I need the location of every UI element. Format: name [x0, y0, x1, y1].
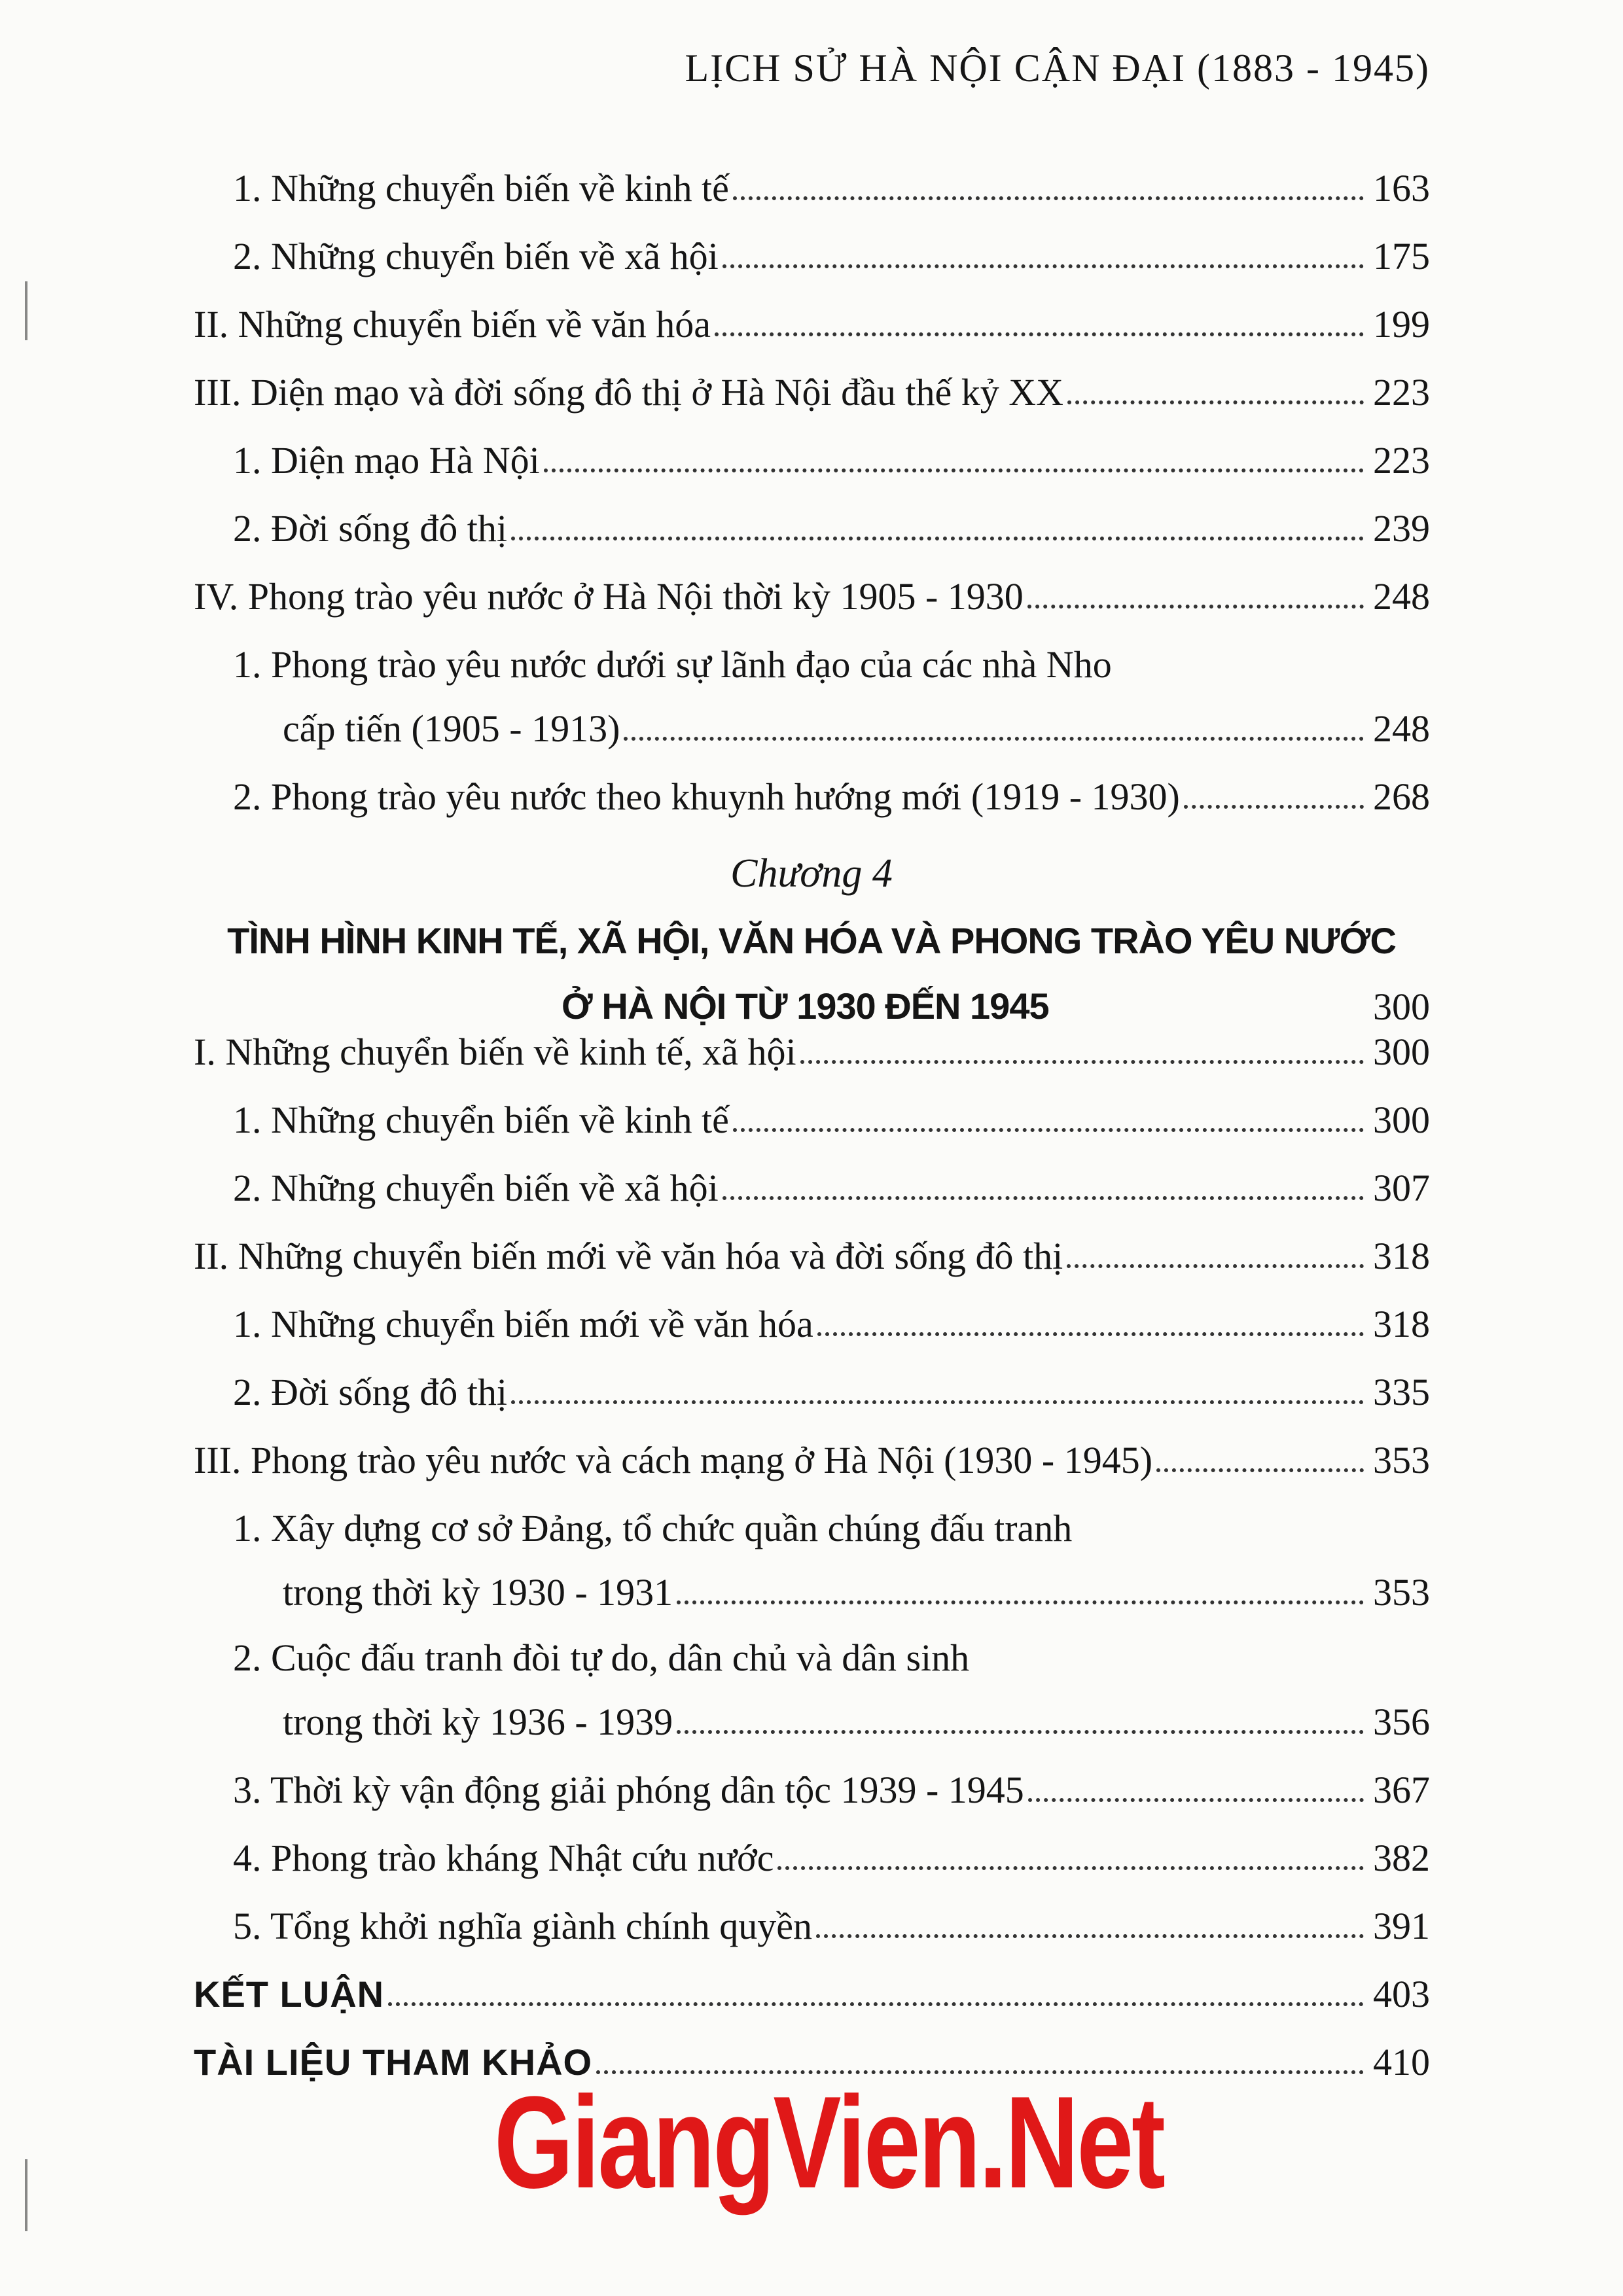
dot-leader — [677, 1730, 1364, 1734]
dot-leader — [388, 2002, 1364, 2006]
toc-entry[interactable] — [233, 212, 1430, 280]
toc-entry[interactable] — [233, 484, 1430, 552]
toc-entry-page: 248 — [1373, 707, 1430, 750]
toc-entry-title: cấp tiến (1905 - 1913) — [283, 707, 620, 750]
toc-entry[interactable] — [194, 552, 1430, 620]
toc-entry[interactable] — [194, 280, 1430, 348]
toc-entry[interactable] — [283, 1678, 1430, 1746]
toc-entry-page: 163 — [1373, 167, 1430, 209]
toc-entry-title: III. Diện mạo và đời sống đô thị ở Hà Nội đầu thế kỷ XX — [194, 371, 1064, 414]
toc-entry[interactable] — [194, 1950, 1430, 2018]
toc-entry-title: 5. Tổng khởi nghĩa giành chính quyền — [233, 1905, 812, 1947]
toc-entry-title: IV. Phong trào yêu nước ở Hà Nội thời kỳ 1905 - 1930 — [194, 575, 1024, 618]
toc-entry[interactable] — [233, 144, 1430, 212]
toc-entry-page: 391 — [1373, 1905, 1430, 1947]
chapter-title: TÌNH HÌNH KINH TẾ, XÃ HỘI, VĂN HÓA VÀ PHONG TRÀO YÊU NƯỚC — [227, 920, 1396, 961]
toc-entry[interactable] — [233, 1348, 1430, 1416]
dot-leader — [722, 1196, 1364, 1200]
toc-entry[interactable] — [233, 1746, 1430, 1814]
dot-leader — [722, 264, 1364, 268]
toc-entry-page: 353 — [1373, 1571, 1430, 1614]
toc-entry[interactable] — [194, 1416, 1430, 1484]
dot-leader — [1184, 805, 1364, 809]
chapter-label: Chương 4 — [730, 851, 893, 896]
watermark-logo: GiangVien.Net — [494, 2070, 1164, 2216]
dot-leader — [777, 1866, 1364, 1870]
toc-entry-title: 1. Xây dựng cơ sở Đảng, tổ chức quần chúng đấu tranh — [233, 1507, 1073, 1549]
toc-entry-page: 318 — [1373, 1303, 1430, 1345]
toc-entry-page: 199 — [1373, 303, 1430, 345]
running-header: LỊCH SỬ HÀ NỘI CẬN ĐẠI (1883 - 1945) — [685, 46, 1430, 90]
dot-leader — [1067, 400, 1364, 404]
toc-entry[interactable] — [233, 752, 1430, 821]
dot-leader — [511, 537, 1364, 540]
toc-entry-title: 1. Phong trào yêu nước dưới sự lãnh đạo của các nhà Nho — [233, 643, 1112, 686]
toc-entry-title: 2. Những chuyển biến về xã hội — [233, 1167, 719, 1209]
toc-entry[interactable] — [194, 1008, 1430, 1076]
dot-leader — [817, 1332, 1364, 1336]
dot-leader — [677, 1600, 1364, 1604]
toc-entry[interactable] — [233, 1882, 1430, 1950]
toc-entry-title: 1. Những chuyển biến về kinh tế — [233, 1099, 729, 1141]
toc-entry[interactable] — [233, 1076, 1430, 1144]
dot-leader — [1027, 605, 1364, 609]
toc-entry-title: TÀI LIỆU THAM KHẢO — [194, 2041, 593, 2083]
toc-entry[interactable] — [233, 620, 1430, 688]
toc-entry-page: 382 — [1373, 1837, 1430, 1879]
toc-entry[interactable] — [233, 416, 1430, 484]
dot-leader — [715, 332, 1364, 336]
toc-entry-page: 356 — [1373, 1701, 1430, 1743]
toc-entry-title: III. Phong trào yêu nước và cách mạng ở Hà Nội (1930 - 1945) — [194, 1439, 1153, 1481]
toc-entry-title: 2. Cuộc đấu tranh đòi tự do, dân chủ và dân sinh — [233, 1636, 970, 1679]
toc-entry-title: 2. Đời sống đô thị — [233, 507, 507, 550]
toc-entry[interactable] — [233, 1280, 1430, 1348]
toc-entry-page: 248 — [1373, 575, 1430, 618]
toc-entry-page: 307 — [1373, 1167, 1430, 1209]
dot-leader — [624, 737, 1364, 741]
dot-leader — [511, 1400, 1364, 1404]
dot-leader — [544, 468, 1364, 472]
toc-entry-title: 3. Thời kỳ vận động giải phóng dân tộc 1939 - 1945 — [233, 1769, 1024, 1811]
toc-entry-page: 268 — [1373, 775, 1430, 818]
toc-entry-title: 4. Phong trào kháng Nhật cứu nước — [233, 1837, 774, 1879]
toc-entry[interactable] — [283, 1548, 1430, 1616]
dot-leader — [1067, 1264, 1364, 1268]
toc-entry-page: 318 — [1373, 1235, 1430, 1277]
toc-entry-page: 335 — [1373, 1371, 1430, 1413]
dot-leader — [733, 196, 1364, 200]
dot-leader — [816, 1934, 1364, 1938]
toc-entry-title: II. Những chuyển biến về văn hóa — [194, 303, 711, 345]
toc-entry-title: 1. Những chuyển biến về kinh tế — [233, 167, 729, 209]
toc-entry-page: 223 — [1373, 371, 1430, 414]
toc-entry-page: 223 — [1373, 439, 1430, 482]
toc-entry[interactable] — [233, 1144, 1430, 1212]
toc-entry-page: 175 — [1373, 235, 1430, 277]
dot-leader — [1028, 1798, 1364, 1802]
toc-entry[interactable] — [194, 1212, 1430, 1280]
toc-entry-page: 300 — [1373, 1031, 1430, 1073]
dot-leader — [1156, 1468, 1364, 1472]
toc-entry-page: 353 — [1373, 1439, 1430, 1481]
chapter-title-line2: Ở HÀ NỘI TỪ 1930 ĐẾN 1945 — [562, 985, 1049, 1027]
toc-entry-title: II. Những chuyển biến mới về văn hóa và đời sống đô thị — [194, 1235, 1063, 1277]
toc-entry-title: 1. Diện mạo Hà Nội — [233, 439, 540, 482]
toc-entry[interactable] — [283, 684, 1430, 752]
toc-entry-page: 300 — [1373, 1099, 1430, 1141]
toc-entry-title: 2. Đời sống đô thị — [233, 1371, 507, 1413]
toc-entry-title: 2. Phong trào yêu nước theo khuynh hướng mới (1919 - 1930) — [233, 775, 1180, 818]
toc-entry[interactable] — [194, 348, 1430, 416]
toc-entry-page: 367 — [1373, 1769, 1430, 1811]
toc-entry-title: 1. Những chuyển biến mới về văn hóa — [233, 1303, 813, 1345]
dot-leader — [733, 1128, 1364, 1132]
toc-entry-title: trong thời kỳ 1936 - 1939 — [283, 1701, 673, 1743]
toc-entry[interactable] — [233, 1614, 1430, 1682]
toc-entry-title: trong thời kỳ 1930 - 1931 — [283, 1571, 673, 1614]
toc-entry-title: KẾT LUẬN — [194, 1973, 385, 2015]
toc-entry-page: 403 — [1373, 1973, 1430, 2015]
toc-entry-page: 410 — [1373, 2041, 1430, 2083]
toc-entry[interactable] — [233, 1484, 1430, 1552]
dot-leader — [800, 1060, 1364, 1064]
toc-entry-page: 239 — [1373, 507, 1430, 550]
toc-entry-title: 2. Những chuyển biến về xã hội — [233, 235, 719, 277]
toc-entry-title: I. Những chuyển biến về kinh tế, xã hội — [194, 1031, 796, 1073]
toc-entry[interactable] — [233, 1814, 1430, 1882]
chapter-page-number: 300 — [1373, 985, 1430, 1028]
